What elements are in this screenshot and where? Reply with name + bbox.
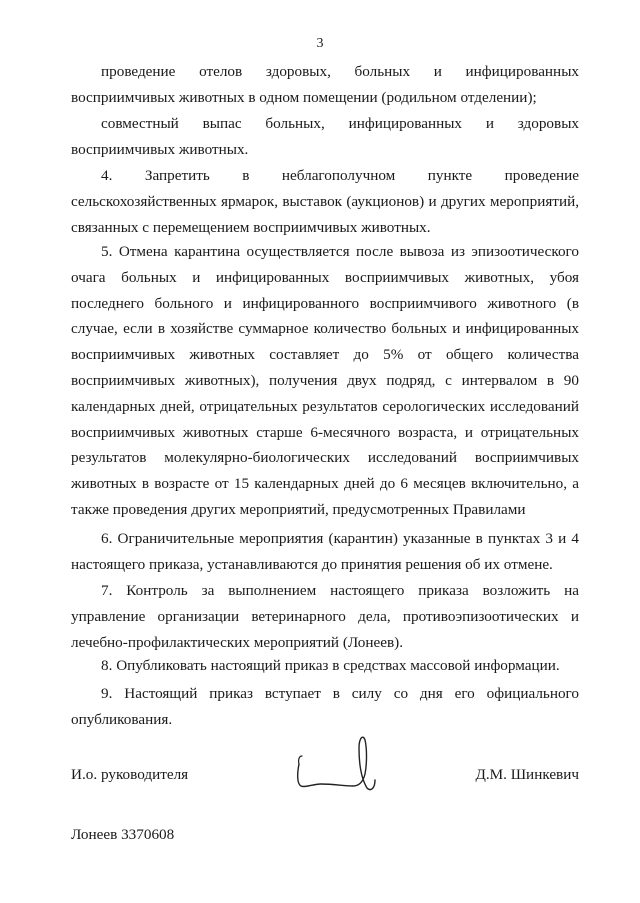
- executor-note: Лонеев 3370608: [71, 826, 175, 843]
- page-number: 3: [316, 36, 324, 51]
- signatory-name: Д.М. Шинкевич: [475, 766, 579, 783]
- handwritten-signature: [293, 734, 393, 794]
- paragraph-item-7: 7. Контроль за выполнением настоящего приказа возложить на управление организации ветеринарного дела, противоэпизоотических и лечебно-профилактических мероприятий (Лонеев).: [71, 582, 579, 651]
- signatory-title: И.о. руководителя: [71, 766, 189, 783]
- paragraph-item-5: 5. Отмена карантина осуществляется после вывоза из эпизоотического очага больных и инфицированных восприимчивых животных, убоя последнего больного и инфицированного восприимчивого животного (в случае, если в хозяйстве суммарное количество больных и инфицированных восприимчивых животных составляет до 5% от общего количества восприимчивых животных), получения двух подряд, с интервалом в 90 календарных дней, отрицательных результатов серологических исследований восприимчивых животных старше 6-месячного возраста, и отрицательных результатов молекулярно-биологических исследований восприимчивых животных в возрасте от 15 календарных дней до 6 месяцев включительно, а также проведения других мероприятий, предусмотренных Правилами: [71, 243, 579, 518]
- paragraph-item-4: 4. Запретить в неблагополучном пункте проведение сельскохозяйственных ярмарок, выставок (аукционов) и других мероприятий, связанных с перемещением восприимчивых животных.: [71, 167, 579, 236]
- paragraph-grazing: совместный выпас больных, инфицированных и здоровых восприимчивых животных.: [71, 115, 579, 158]
- paragraph-item-8: 8. Опубликовать настоящий приказ в средствах массовой информации.: [101, 657, 560, 674]
- paragraph-item-9: 9. Настоящий приказ вступает в силу со дня его официального опубликования.: [71, 685, 579, 728]
- paragraph-calving: проведение отелов здоровых, больных и инфицированных восприимчивых животных в одном помещении (родильном отделении);: [71, 63, 579, 106]
- paragraph-item-6: 6. Ограничительные мероприятия (карантин) указанные в пунктах 3 и 4 настоящего приказа, устанавливаются до принятия решения об их отмене.: [71, 530, 579, 573]
